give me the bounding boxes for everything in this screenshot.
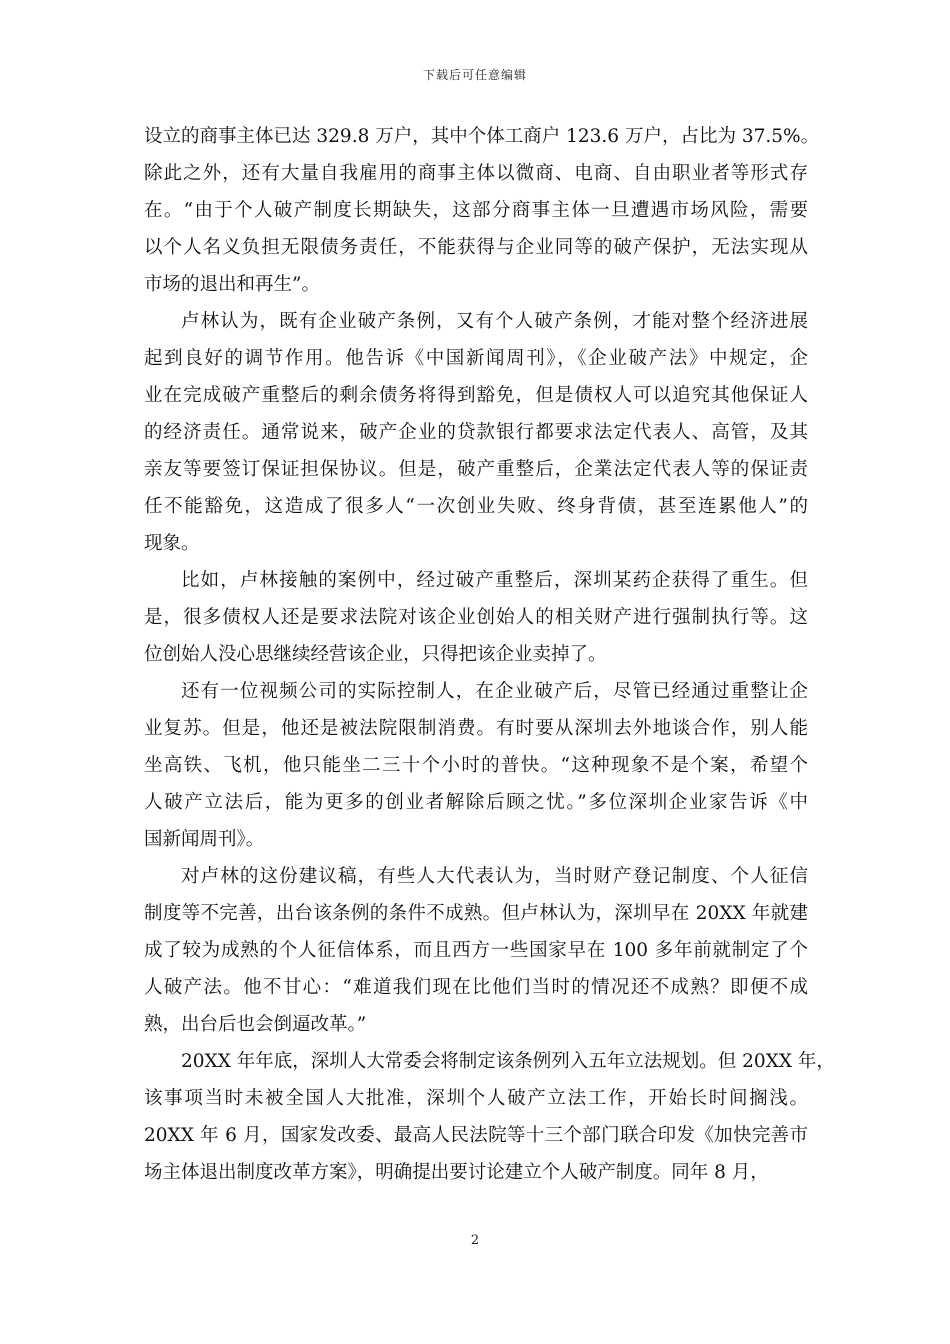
text-line: 卢林认为，既有企业破产条例，又有个人破产条例，才能对整个经济进展 — [181, 311, 808, 332]
text-line: 市场的退出和再生”。 — [144, 274, 320, 295]
paragraph — [144, 858, 808, 1043]
text-line: 20XX 年年底，深圳人大常委会将制定该条例列入五年立法规划。但 20XX 年， — [181, 1051, 835, 1072]
text-line: 起到良好的调节作用。他告诉《中国新闻周刊》，《企业破产法》中规定，企 — [144, 348, 808, 369]
text-line: 对卢林的这份建议稿，有些人大代表认为，当时财产登记制度、个人征信 — [181, 866, 808, 887]
text-line: 除此之外，还有大量自我雇用的商事主体以微商、电商、自由职业者等形式存 — [144, 163, 808, 184]
paragraph — [144, 673, 808, 858]
text-line: 在。“由于个人破产制度长期缺失，这部分商事主体一旦遭遇市场风险，需要 — [144, 200, 808, 221]
text-line: 的经济责任。通常说来，破产企业的贷款银行都要求法定代表人、高管，及其 — [144, 422, 808, 443]
text-line: 以个人名义负担无限债务责任，不能获得与企业同等的破产保护，无法实现从 — [144, 237, 808, 258]
page-header: 下载后可任意编辑 — [422, 68, 527, 82]
text-line: 制度等不完善，出台该条例的条件不成熟。但卢林认为，深圳早在 20XX 年就建 — [144, 903, 808, 924]
paragraph — [144, 118, 820, 303]
text-line: 亲友等要签订保证担保协议。但是，破产重整后，企業法定代表人等的保证责 — [144, 459, 808, 480]
document-body — [144, 118, 835, 1191]
text-line: 位创始人没心思继续经营该企业，只得把该企业卖掉了。 — [144, 644, 607, 665]
text-line: 场主体退出制度改革方案》，明确提出要讨论建立个人破产制度。同年 8 月， — [144, 1162, 769, 1183]
text-line: 成了较为成熟的个人征信体系，而且西方一些国家早在 100 多年前就制定了个 — [144, 940, 808, 961]
text-line: 是，很多债权人还是要求法院对该企业创始人的相关财产进行强制执行等。这 — [144, 607, 808, 628]
text-line: 国新闻周刊》。 — [144, 829, 265, 850]
paragraph — [144, 1043, 835, 1191]
paragraph — [144, 562, 808, 673]
paragraph — [144, 303, 808, 562]
text-line: 该事项当时未被全国人大批准，深圳个人破产立法工作，开始长时间搁浅。 — [144, 1088, 808, 1109]
text-line: 业在完成破产重整后的剩余债务将得到豁免，但是债权人可以追究其他保证人 — [144, 385, 808, 406]
text-line: 还有一位视频公司的实际控制人，在企业破产后，尽管已经通过重整让企 — [181, 681, 808, 702]
text-line: 现象。 — [144, 533, 200, 554]
text-line: 设立的商事主体已达 329.8 万户，其中个体工商户 123.6 万户，占比为 37.5%。 — [144, 126, 820, 147]
text-line: 熟，出台后也会倒逼改革。” — [144, 1014, 367, 1035]
text-line: 坐高铁、飞机，他只能坐二三十个小时的普快。“这种现象不是个案，希望个 — [144, 755, 808, 776]
text-line: 人破产立法后，能为更多的创业者解除后顾之忧。”多位深圳企业家告诉《中 — [144, 792, 808, 813]
text-line: 20XX 年 6 月，国家发改委、最高人民法院等十三个部门联合印发《加快完善市 — [144, 1125, 808, 1146]
text-line: 业复苏。但是，他还是被法院限制消费。有时要从深圳去外地谈合作，别人能 — [144, 718, 808, 739]
text-line: 任不能豁免，这造成了很多人“一次创业失败、终身背债，甚至连累他人”的 — [144, 496, 808, 517]
page-number: 2 — [470, 1233, 480, 1248]
text-line: 比如，卢林接触的案例中，经过破产重整后，深圳某药企获得了重生。但 — [181, 570, 808, 591]
text-line: 人破产法。他不甘心：“难道我们现在比他们当时的情况还不成熟？即便不成 — [144, 977, 808, 998]
